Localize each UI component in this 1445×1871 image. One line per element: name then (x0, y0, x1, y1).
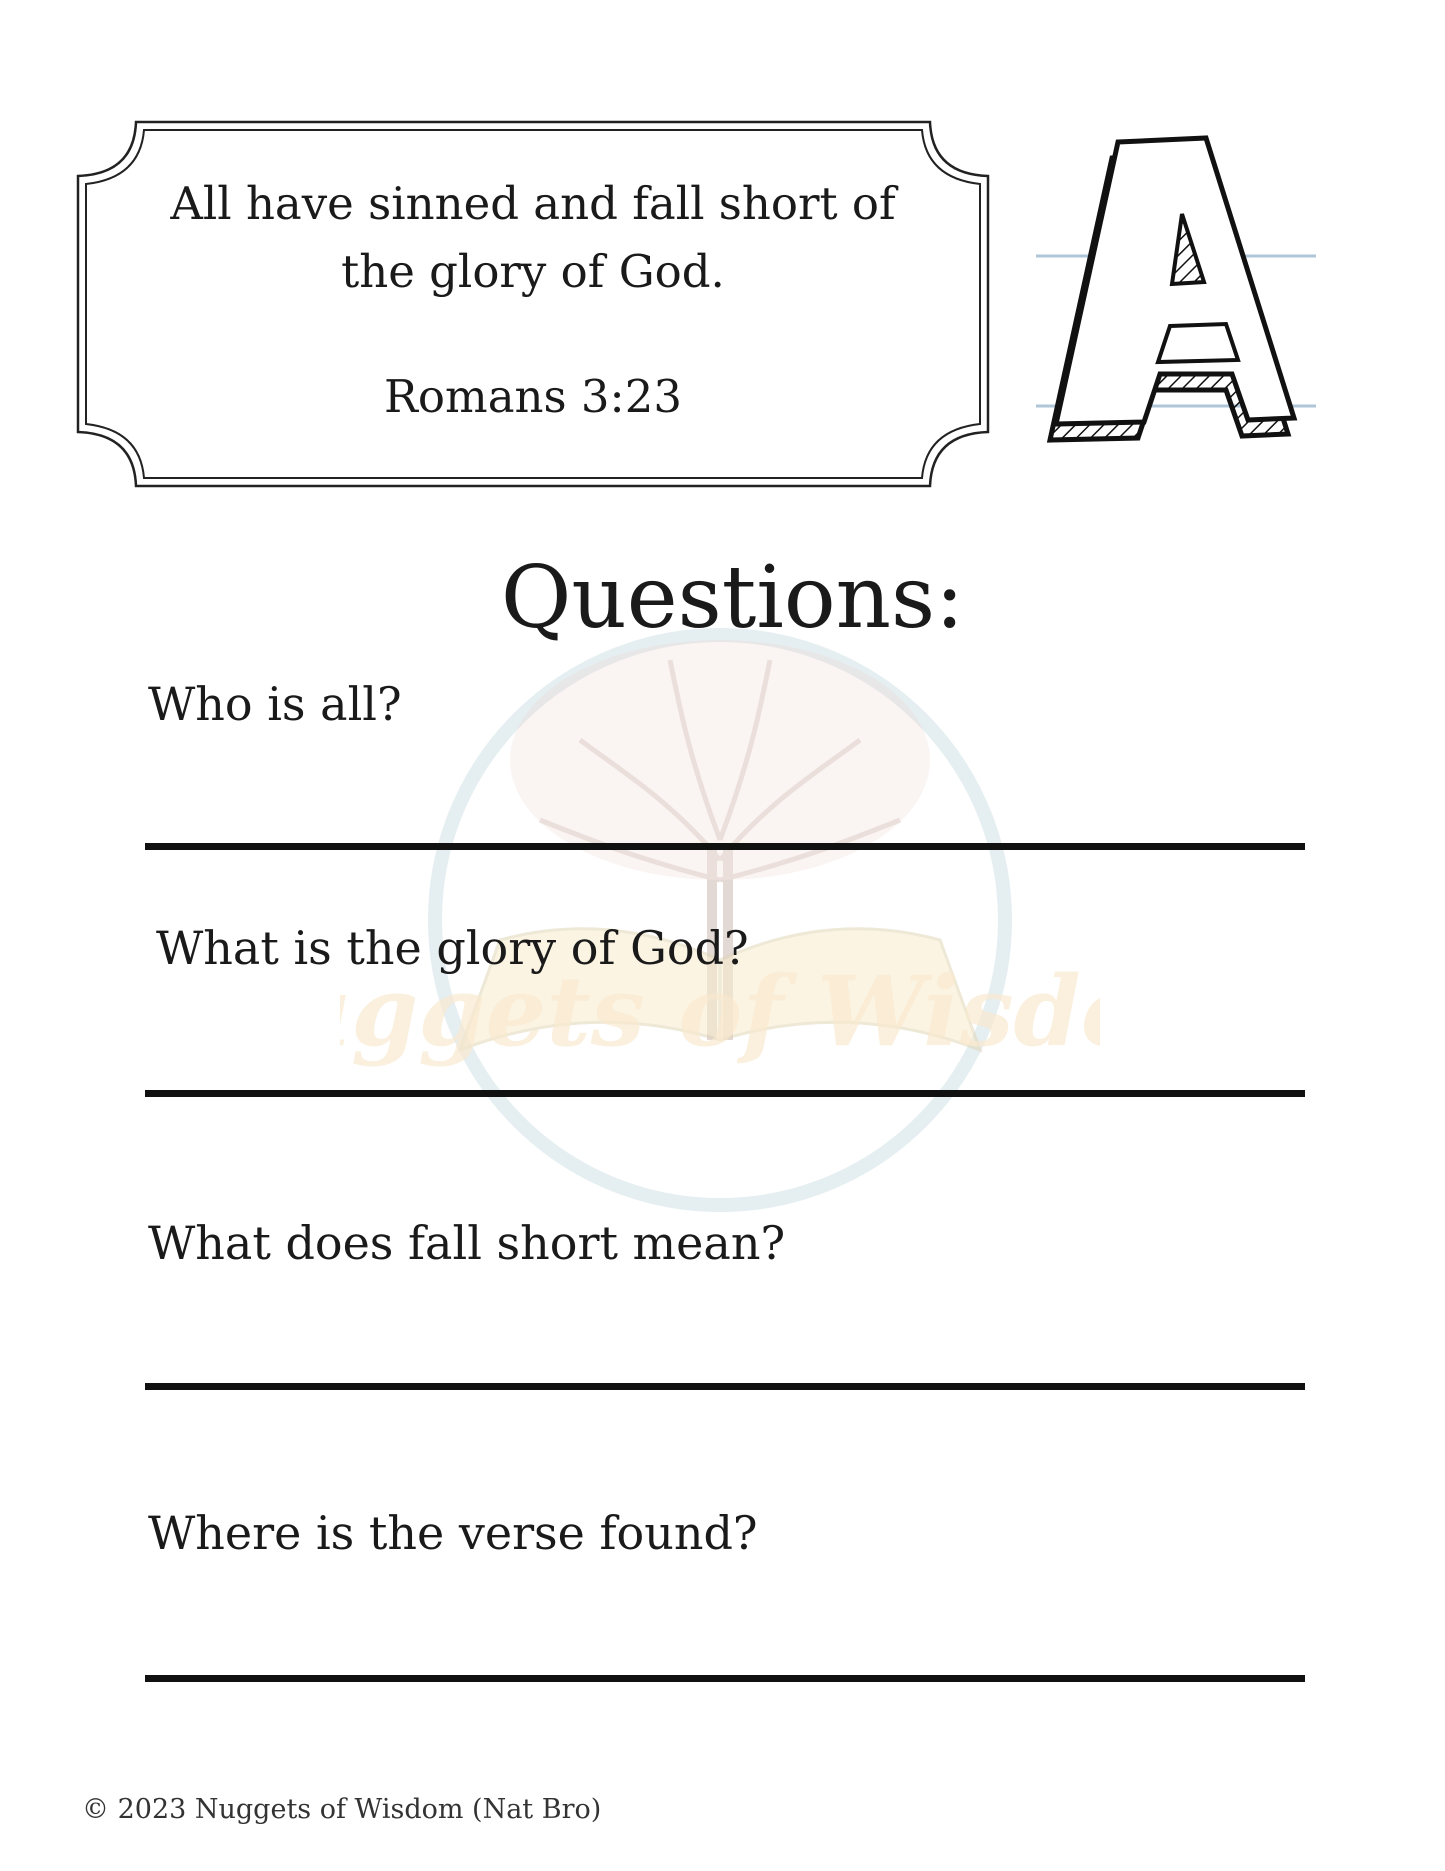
verse-line-1: All have sinned and fall short of (170, 177, 896, 230)
verse-card (76, 120, 990, 488)
answer-line-1[interactable] (145, 843, 1305, 850)
watermark-brand-text: ggets of Wisd (351, 955, 1081, 1068)
verse-reference: Romans 3:23 (384, 370, 682, 423)
answer-line-4[interactable] (145, 1675, 1305, 1682)
answer-line-3[interactable] (145, 1383, 1305, 1390)
question-2: What is the glory of God? (156, 921, 749, 975)
verse-text (76, 170, 990, 306)
question-3: What does fall short mean? (148, 1216, 786, 1270)
verse-line-2: the glory of God. (341, 245, 725, 298)
answer-line-2[interactable] (145, 1090, 1305, 1097)
question-4: Where is the verse found? (148, 1506, 758, 1560)
copyright-text: © 2023 Nuggets of Wisdom (Nat Bro) (82, 1794, 602, 1825)
question-1: Who is all? (148, 677, 402, 731)
letter-a-illustration (1036, 128, 1316, 468)
questions-heading: Questions: (500, 548, 965, 648)
